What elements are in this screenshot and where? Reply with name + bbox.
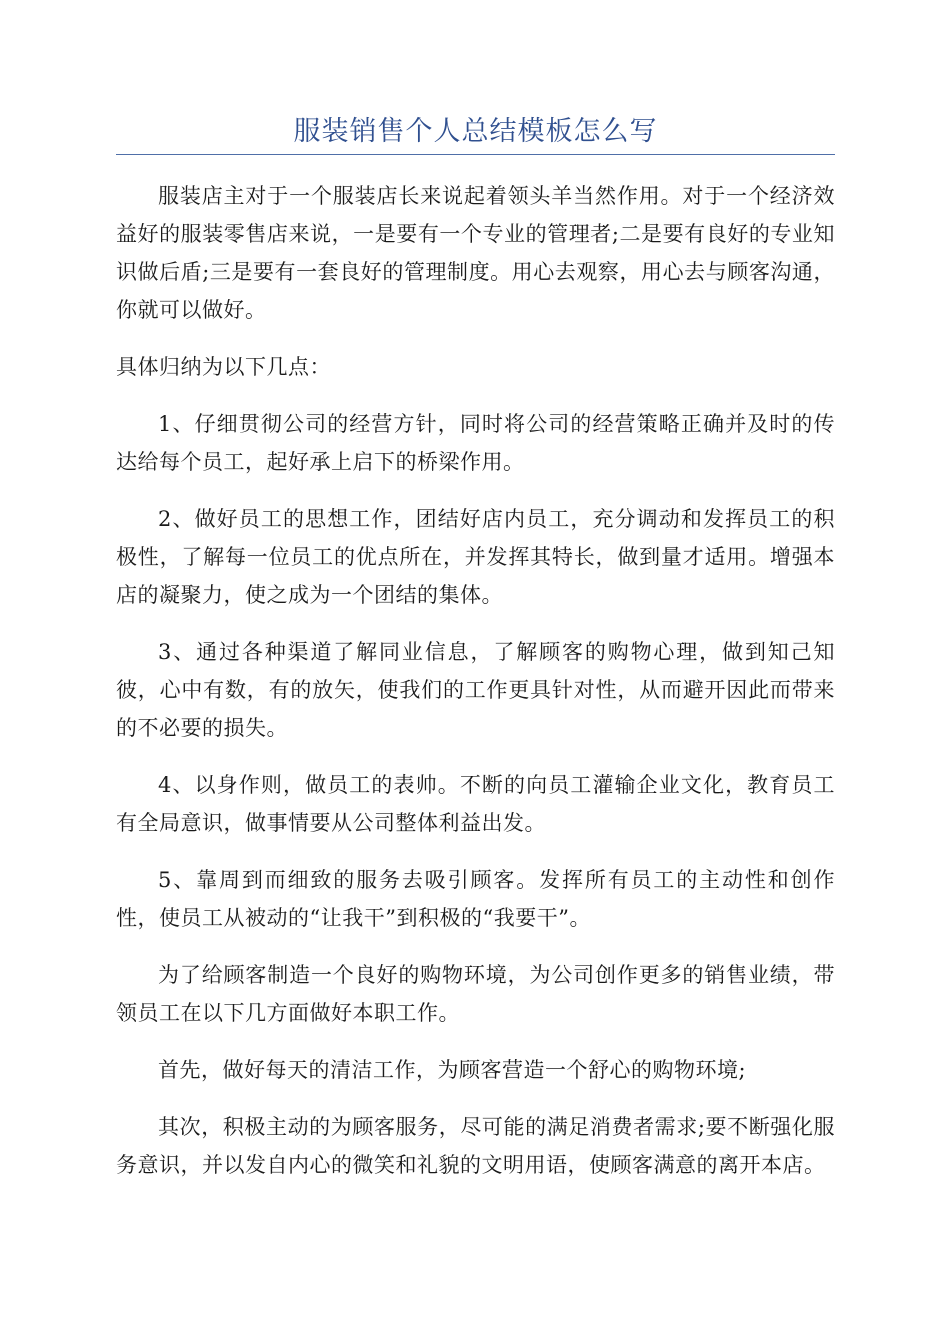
paragraph-point-3: 3、通过各种渠道了解同业信息，了解顾客的购物心理，做到知己知彼，心中有数，有的放矢，使我们的工作更具针对性，从而避开因此而带来的不必要的损失。 xyxy=(116,640,835,740)
document-title: 服装销售个人总结模板怎么写 xyxy=(293,116,658,147)
paragraph-environment: 为了给顾客制造一个良好的购物环境，为公司创作更多的销售业绩，带领员工在以下几方面做好本职工作。 xyxy=(116,963,835,1025)
paragraph-point-5: 5、靠周到而细致的服务去吸引顾客。发挥所有员工的主动性和创作性，使员工从被动的“让我干”到积极的“我要干”。 xyxy=(116,868,835,930)
paragraph-second: 其次，积极主动的为顾客服务，尽可能的满足消费者需求;要不断强化服务意识，并以发自内心的微笑和礼貌的文明用语，使顾客满意的离开本店。 xyxy=(116,1115,835,1177)
paragraph-intro: 服装店主对于一个服装店长来说起着领头羊当然作用。对于一个经济效益好的服装零售店来说，一是要有一个专业的管理者;二是要有良好的专业知识做后盾;三是要有一套良好的管理制度。用心去观察，用心去与顾客沟通，你就可以做好。 xyxy=(116,184,835,322)
paragraph-summary-lead: 具体归纳为以下几点： xyxy=(116,355,331,379)
title-underline xyxy=(116,154,835,155)
paragraph-first: 首先，做好每天的清洁工作，为顾客营造一个舒心的购物环境; xyxy=(158,1058,747,1082)
paragraph-point-2: 2、做好员工的思想工作，团结好店内员工，充分调动和发挥员工的积极性，了解每一位员工的优点所在，并发挥其特长，做到量才适用。增强本店的凝聚力，使之成为一个团结的集体。 xyxy=(116,507,835,607)
paragraph-point-4: 4、以身作则，做员工的表帅。不断的向员工灌输企业文化，教育员工有全局意识，做事情要从公司整体利益出发。 xyxy=(116,773,835,835)
document-page xyxy=(116,110,835,1203)
paragraph-point-1: 1、仔细贯彻公司的经营方针，同时将公司的经营策略正确并及时的传达给每个员工，起好承上启下的桥梁作用。 xyxy=(116,412,835,474)
